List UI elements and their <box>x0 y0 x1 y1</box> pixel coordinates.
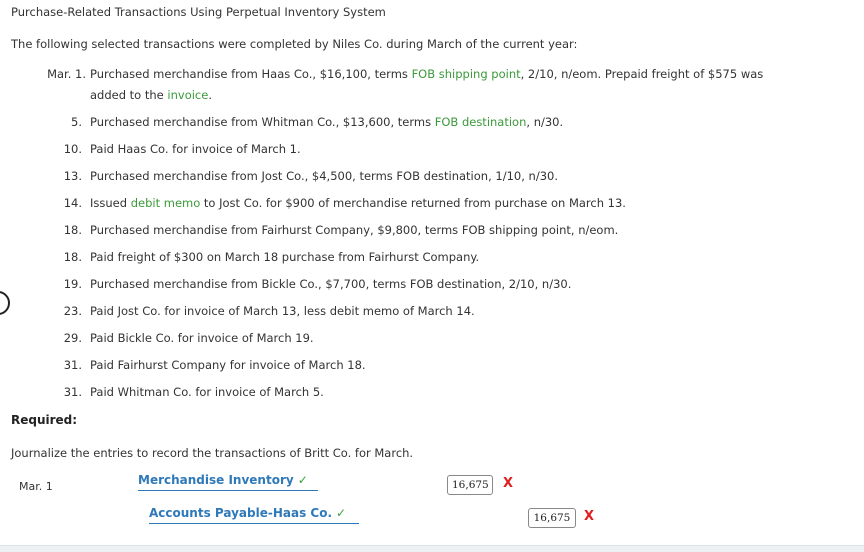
debit-amount-input[interactable]: 16,675 <box>447 475 493 495</box>
transaction-date: Mar. 1. <box>47 67 86 81</box>
check-icon: ✓ <box>297 473 308 487</box>
transaction-text <box>90 196 626 210</box>
transaction-date: 13. <box>63 169 82 183</box>
transaction-item <box>0 304 800 322</box>
transaction-text: Purchased merchandise from Fairhurst Company, $9,800, terms FOB shipping point, n/eom. <box>90 223 619 237</box>
fob-destination-link[interactable]: FOB destination <box>434 115 527 129</box>
transaction-date: 10. <box>63 142 82 156</box>
transaction-date: 23. <box>63 304 82 318</box>
transaction-date: 29. <box>63 331 82 345</box>
transaction-item <box>0 331 800 349</box>
incorrect-x-icon: X <box>584 509 595 524</box>
transaction-item <box>0 169 800 187</box>
debit-account-label: Merchandise Inventory <box>138 473 294 487</box>
transaction-item <box>0 196 800 214</box>
transaction-date: 18. <box>63 250 82 264</box>
journal-date: Mar. 1 <box>19 480 53 493</box>
transaction-item <box>0 385 800 403</box>
transaction-text: Paid Fairhurst Company for invoice of March 18. <box>90 358 366 372</box>
text-part: to Jost Co. for $900 of merchandise returned from purchase on March 13. <box>200 196 626 210</box>
transaction-date: 5. <box>71 115 82 129</box>
check-icon: ✓ <box>336 506 347 520</box>
transaction-date: 18. <box>63 223 82 237</box>
text-part: , 2/10, n/eom. Prepaid freight of $575 was <box>520 67 764 81</box>
transaction-text-line2 <box>90 88 212 102</box>
transaction-text: Paid Bickle Co. for invoice of March 19. <box>90 331 314 345</box>
text-part: , n/30. <box>526 115 564 129</box>
intro-text: The following selected transactions were completed by Niles Co. during March of the current year: <box>11 37 578 51</box>
text-part: Purchased merchandise from Haas Co., $16,100, terms <box>90 67 412 81</box>
text-part: Issued <box>90 196 131 210</box>
transaction-text: Paid freight of $300 on March 18 purchase from Fairhurst Company. <box>90 250 480 264</box>
invoice-link[interactable]: invoice <box>167 88 209 102</box>
fob-shipping-point-link[interactable]: FOB shipping point <box>411 67 521 81</box>
debit-account-select[interactable] <box>138 473 318 491</box>
transaction-text: Paid Jost Co. for invoice of March 13, less debit memo of March 14. <box>90 304 475 318</box>
text-part: . <box>208 88 212 102</box>
transaction-item <box>0 115 800 133</box>
transaction-text: Purchased merchandise from Jost Co., $4,500, terms FOB destination, 1/10, n/30. <box>90 169 558 183</box>
transaction-date: 19. <box>63 277 82 291</box>
transaction-text: Paid Haas Co. for invoice of March 1. <box>90 142 301 156</box>
transaction-text <box>90 67 763 81</box>
instruction-text: Journalize the entries to record the transactions of Britt Co. for March. <box>11 446 414 460</box>
transaction-text <box>90 115 563 129</box>
debit-memo-link[interactable]: debit memo <box>130 196 201 210</box>
credit-amount-input[interactable]: 16,675 <box>528 508 576 528</box>
page-title: Purchase-Related Transactions Using Perpetual Inventory System <box>11 5 386 19</box>
transaction-item <box>0 67 800 107</box>
credit-account-select[interactable] <box>149 506 359 524</box>
transaction-item <box>0 250 800 268</box>
transaction-text: Paid Whitman Co. for invoice of March 5. <box>90 385 324 399</box>
incorrect-x-icon: X <box>503 476 514 491</box>
transaction-item <box>0 358 800 376</box>
transaction-item <box>0 142 800 160</box>
credit-account-label: Accounts Payable-Haas Co. <box>149 506 333 520</box>
transaction-date: 14. <box>63 196 82 210</box>
transaction-date: 31. <box>63 385 82 399</box>
transaction-date: 31. <box>63 358 82 372</box>
transaction-item <box>0 277 800 295</box>
transaction-item <box>0 223 800 241</box>
transaction-text: Purchased merchandise from Bickle Co., $7,700, terms FOB destination, 2/10, n/30. <box>90 277 572 291</box>
text-part: Purchased merchandise from Whitman Co., $13,600, terms <box>90 115 435 129</box>
required-heading: Required: <box>11 413 78 427</box>
text-part: added to the <box>90 88 168 102</box>
